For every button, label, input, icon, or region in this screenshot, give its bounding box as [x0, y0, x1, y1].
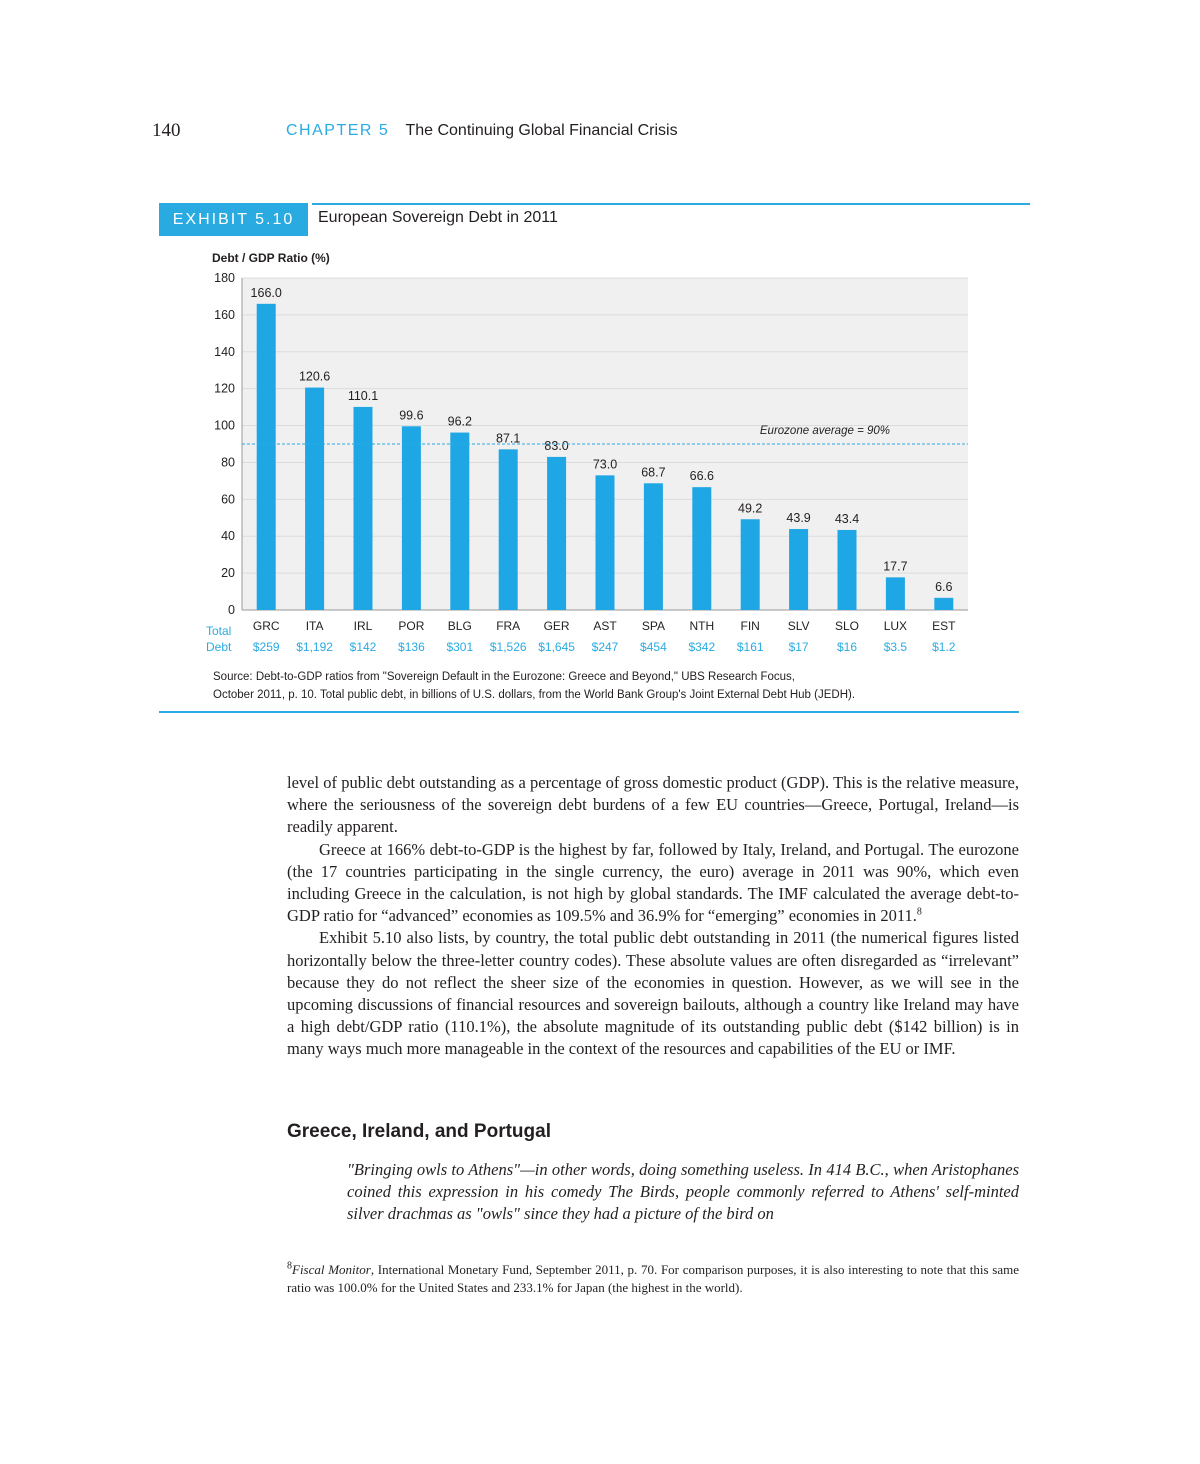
- x-tick-label: BLG: [447, 619, 472, 633]
- y-tick-label: 180: [214, 271, 235, 285]
- bar-blg: [450, 433, 469, 610]
- footnote-marker: 8: [287, 1260, 292, 1272]
- bar-nth: [692, 487, 711, 610]
- section-heading: Greece, Ireland, and Portugal: [287, 1121, 551, 1142]
- total-debt-value: $259: [252, 640, 280, 654]
- total-debt-value: $301: [446, 640, 474, 654]
- paragraph-2-text: Greece at 166% debt-to-GDP is the highest by far, followed by Italy, Ireland, and Portugal. The eurozone (the 17 countries participating in the single currency, the euro) average in 2011 was 90%, which even including Greece in the calculation, is not high by global standards. The IMF calculated the average debt-to-GDP ratio for “advanced” economies as 109.5% and 36.9% for “emerging” economies in 2011.: [287, 839, 1019, 926]
- exhibit-top-rule: [312, 203, 1030, 205]
- y-tick-label: 140: [214, 344, 235, 359]
- bar-ita: [305, 388, 324, 610]
- y-tick-label: 20: [221, 566, 235, 581]
- y-tick-label: 80: [221, 455, 235, 470]
- x-tick-label: FRA: [496, 619, 521, 633]
- x-tick-label: POR: [398, 619, 425, 633]
- footnote: [287, 1261, 1019, 1297]
- x-tick-label: NTH: [689, 619, 715, 633]
- paragraph-2: [287, 839, 1019, 928]
- paragraph-1: level of public debt outstanding as a percentage of gross domestic product (GDP). This is the relative measure, where the seriousness of the sovereign debt burdens of a few EU countries—Greece, Portugal, Ireland—is readily apparent.: [287, 773, 1019, 837]
- total-debt-label-line1: Total: [206, 624, 232, 638]
- eurozone-average-label: Eurozone average = 90%: [759, 425, 890, 437]
- x-tick-label: FIN: [740, 619, 760, 633]
- y-tick-label: 40: [221, 529, 235, 544]
- total-debt-value: $1,192: [296, 640, 333, 654]
- bar-value-label: 99.6: [399, 408, 424, 423]
- bar-spa: [644, 483, 663, 610]
- bar-irl: [354, 407, 373, 610]
- total-debt-value: $17: [788, 640, 809, 654]
- bar-grc: [257, 304, 276, 610]
- x-tick-label: SLV: [787, 619, 810, 633]
- bar-value-label: 43.4: [834, 511, 860, 526]
- bar-value-label: 166.0: [250, 285, 282, 300]
- debt-chart: [150, 240, 1030, 660]
- page-number: 140: [152, 120, 181, 141]
- footnote-source: Fiscal Monitor: [292, 1262, 371, 1277]
- x-tick-label: LUX: [883, 619, 908, 633]
- x-tick-label: SPA: [641, 619, 665, 633]
- total-debt-value: $16: [836, 640, 858, 654]
- total-debt-value: $142: [349, 640, 377, 654]
- x-tick-label: AST: [593, 619, 617, 633]
- x-tick-label: GER: [543, 619, 570, 633]
- total-debt-value: $1.2: [932, 640, 956, 654]
- source-line-2: October 2011, p. 10. Total public debt, in billions of U.S. dollars, from the World Bank Group's Joint External Debt Hub (JEDH).: [213, 689, 856, 701]
- x-tick-label: ITA: [305, 619, 324, 633]
- bar-value-label: 49.2: [738, 501, 763, 516]
- bar-est: [934, 598, 953, 610]
- x-tick-label: EST: [932, 619, 956, 633]
- y-tick-label: 60: [221, 492, 235, 507]
- bar-value-label: 17.7: [883, 559, 908, 574]
- total-debt-value: $247: [591, 640, 619, 654]
- bar-value-label: 68.7: [641, 465, 666, 480]
- total-debt-value: $161: [736, 640, 764, 654]
- total-debt-label-line2: Debt: [206, 640, 232, 654]
- bar-value-label: 43.9: [786, 511, 811, 526]
- exhibit-title: European Sovereign Debt in 2011: [318, 209, 558, 226]
- x-tick-label: GRC: [252, 619, 280, 633]
- total-debt-value: $1,645: [538, 640, 575, 654]
- x-tick-label: SLO: [834, 619, 860, 633]
- bar-ast: [596, 475, 615, 610]
- y-tick-label: 120: [214, 381, 235, 396]
- bar-lux: [886, 577, 905, 610]
- footnote-text: , International Monetary Fund, September 2011, p. 70. For comparison purposes, it is also interesting to note that this same ratio was 100.0% for the United States and 233.1% for Japan (the highest in the world).: [287, 1262, 1019, 1295]
- total-debt-value: $454: [640, 640, 667, 654]
- total-debt-value: $342: [688, 640, 716, 654]
- bar-slo: [838, 530, 857, 610]
- bar-value-label: 96.2: [447, 414, 472, 429]
- footnote-ref: 8: [916, 906, 922, 918]
- bar-slv: [789, 529, 808, 610]
- x-tick-label: IRL: [353, 619, 373, 633]
- bar-value-label: 87.1: [496, 431, 521, 446]
- bar-value-label: 66.6: [689, 469, 714, 484]
- y-tick-label: 0: [228, 603, 235, 617]
- y-tick-label: 160: [214, 307, 235, 322]
- chapter-label: CHAPTER 5: [286, 122, 390, 139]
- exhibit-source-note: [213, 668, 1013, 704]
- bar-value-label: 120.6: [298, 369, 331, 384]
- y-tick-label: 100: [214, 418, 235, 433]
- debt-chart-svg: [150, 240, 1030, 660]
- bar-por: [402, 426, 421, 610]
- source-line-1: Source: Debt-to-GDP ratios from "Sovereign Default in the Eurozone: Greece and Beyond," UBS Research Focus,: [213, 671, 795, 683]
- paragraph-3: Exhibit 5.10 also lists, by country, the total public debt outstanding in 2011 (the numerical figures listed horizontally below the three-letter country codes). These absolute values are often disregarded as “irrelevant” because they do not reflect the sheer size of the economies in question. However, as we will see in the upcoming discussions of financial resources and sovereign bailouts, although a country like Ireland may have a high debt/GDP ratio (110.1%), the absolute magnitude of its outstanding public debt ($142 billion) is in many ways much more manageable in the context of the resources and capabilities of the EU or IMF.: [287, 928, 1019, 1059]
- chapter-title: The Continuing Global Financial Crisis: [405, 122, 678, 139]
- bar-fin: [741, 519, 760, 610]
- total-debt-value: $3.5: [883, 640, 908, 654]
- bar-fra: [499, 449, 518, 610]
- exhibit-bottom-rule: [159, 711, 1019, 713]
- bar-value-label: 110.1: [347, 388, 379, 403]
- bar-ger: [547, 457, 566, 610]
- epigraph-quote: "Bringing owls to Athens"—in other words, doing something useless. In 414 B.C., when Aristophanes coined this expression in his comedy The Birds, people commonly referred to Athens' self-minted silver drachmas as "owls" since they had a picture of the bird on: [347, 1160, 1019, 1224]
- bar-value-label: 6.6: [935, 579, 953, 594]
- total-debt-value: $1,526: [489, 640, 527, 654]
- bar-value-label: 73.0: [592, 457, 618, 472]
- total-debt-value: $136: [398, 640, 425, 654]
- body-text: [287, 772, 1019, 1061]
- y-axis-label: Debt / GDP Ratio (%): [212, 251, 330, 265]
- exhibit-label: EXHIBIT 5.10: [159, 203, 308, 236]
- bar-value-label: 83.0: [544, 438, 569, 453]
- running-head: [286, 122, 678, 140]
